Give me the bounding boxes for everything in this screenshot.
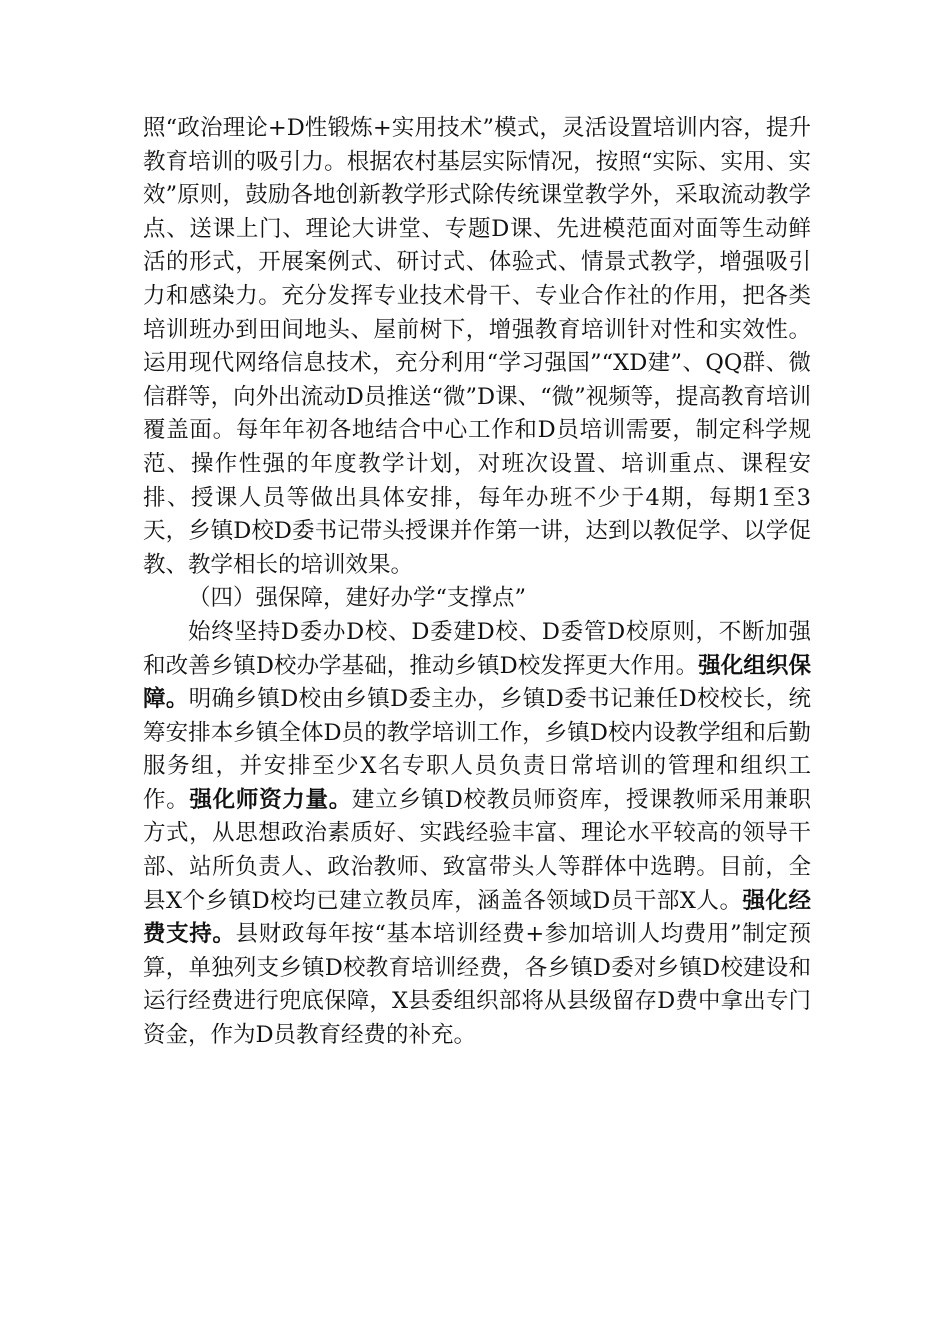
bold-subheading-teachers: 强化师资力量。 bbox=[189, 786, 352, 813]
document-page bbox=[143, 112, 811, 1053]
bold-subheading-funding: 强化经费支持。 bbox=[143, 887, 811, 948]
bold-subheading-organization: 强化组织保障。 bbox=[143, 652, 811, 713]
body-paragraph-support bbox=[143, 616, 811, 1053]
teachers-text: 建立乡镇D校教员师资库，授课教师采用兼职方式，从思想政治素质好、实践经验丰富、理论水平较高的领导干部、站所负责人、政治教师、致富带头人等群体中选聘。目前，全县X个乡镇D校均已建立教员库，涵盖各领域D员干部X人。 bbox=[143, 786, 811, 914]
funding-text: 县财政每年按“基本培训经费+参加培训人均费用”制定预算，单独列支乡镇D校教育培训经费，各乡镇D委对乡镇D校建设和运行经费进行兜底保障，X县委组织部将从县级留存D费中拿出专门资金，作为D员教育经费的补充。 bbox=[143, 921, 811, 1049]
organization-text: 明确乡镇D校由乡镇D委主办，乡镇D委书记兼任D校校长，统筹安排本乡镇全体D员的教学培训工作，乡镇D校内设教学组和后勤服务组，并安排至少X名专职人员负责日常培训的管理和组织工作。 bbox=[143, 686, 811, 813]
body-paragraph-continued: 照“政治理论+D性锻炼+实用技术”模式，灵活设置培训内容，提升教育培训的吸引力。根据农村基层实际情况，按照“实际、实用、实效”原则，鼓励各地创新教学形式除传统课堂教学外，采取流动教学点、送课上门、理论大讲堂、专题D课、先进模范面对面等生动鲜活的形式，开展案例式、研讨式、体验式、情景式教学，增强吸引力和感染力。充分发挥专业技术骨干、专业合作社的作用，把各类培训班办到田间地头、屋前树下，增强教育培训针对性和实效性。运用现代网络信息技术，充分利用“学习强国”“XD建”、QQ群、微信群等，向外出流动D员推送“微”D课、“微”视频等，提高教育培训覆盖面。每年年初各地结合中心工作和D员培训需要，制定科学规范、操作性强的年度教学计划，对班次设置、培训重点、课程安排、授课人员等做出具体安排，每年办班不少于4期，每期1至3天，乡镇D校D委书记带头授课并作第一讲，达到以教促学、以学促教、教学相长的培训效果。 bbox=[143, 115, 811, 578]
paragraph-intro-text: 始终坚持D委办D校、D委建D校、D委管D校原则，不断加强和改善乡镇D校办学基础，推动乡镇D校发挥更大作用。 bbox=[143, 618, 811, 679]
section-heading: （四）强保障，建好办学“支撑点” bbox=[188, 585, 527, 612]
